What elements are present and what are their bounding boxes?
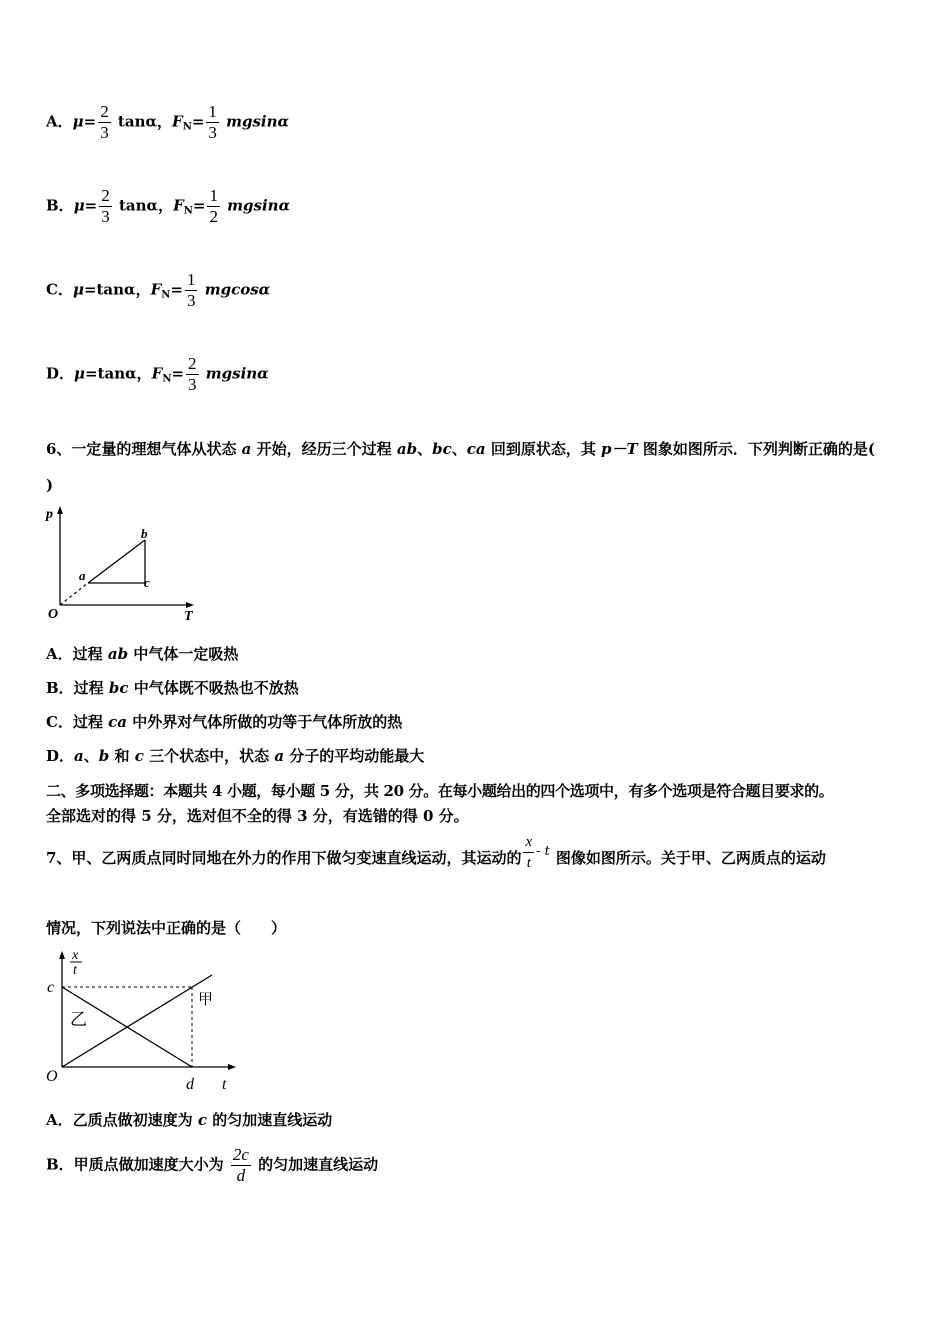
section2-rules: 全部选对的得 5 分，选对但不全的得 3 分，有选错的得 0 分。 xyxy=(46,807,469,825)
fraction: $\frac{1}{3}$ xyxy=(186,270,196,310)
q6-option-c: C．过程 ca 中外界对气体所做的功等于气体所放的热 xyxy=(46,713,403,731)
q6-stem-close: ) xyxy=(46,476,54,494)
q6-option-d: D．a、b 和 c 三个状态中，状态 a 分子的平均动能最大 xyxy=(46,747,425,765)
y-label-den: t xyxy=(73,963,77,978)
xt-t-graph xyxy=(40,945,250,1095)
d-label: d xyxy=(186,1076,194,1093)
c-label: c xyxy=(47,979,55,996)
fraction: $\frac{1}{3}$ xyxy=(208,102,217,142)
q7-option-b: B．甲质点做加速度大小为 $\frac{2c}{d}$ 的匀加速直线运动 xyxy=(46,1145,379,1185)
q5-option-a: A．μ= $\frac{2}{3}$ tanα，$F_N=$ $\frac{1}{3}$ mgsinα xyxy=(46,102,290,142)
q6-option-a: A．过程 ab 中气体一定吸热 xyxy=(46,645,239,663)
q5-option-d: D．μ=tanα，$F_N=$ $\frac{2}{3}$ mgsinα xyxy=(46,354,269,394)
q6-option-b: B．过程 bc 中气体既不吸热也不放热 xyxy=(46,679,299,697)
q7-stem-cont: 情况，下列说法中正确的是（ ） xyxy=(46,919,287,937)
point-b-label: b xyxy=(141,526,148,541)
p-axis-arrow xyxy=(57,506,63,514)
process-ab xyxy=(88,540,145,583)
y-axis-arrow xyxy=(59,951,65,959)
q7-option-a: A．乙质点做初速度为 c 的匀加速直线运动 xyxy=(46,1111,333,1129)
fraction: $\frac{2}{3}$ xyxy=(100,102,109,142)
pT-graph xyxy=(40,500,210,625)
point-a-label: a xyxy=(79,568,86,583)
fraction: $\frac{2}{3}$ xyxy=(101,186,110,226)
origin-label: O xyxy=(48,607,59,622)
t-label: t xyxy=(222,1076,227,1093)
y-label-num: x xyxy=(72,948,79,963)
fraction: $\frac{2}{3}$ xyxy=(188,354,197,394)
q5-option-b: B．μ= $\frac{2}{3}$ tanα，$F_N=$ $\frac{1}{2}$ mgsinα xyxy=(46,186,291,226)
q6-stem: 6、一定量的理想气体从状态 a 开始，经历三个过程 ab、bc、ca 回到原状态，其 p－T 图象如图所示．下列判断正确的是( xyxy=(46,440,876,458)
dashed-extension xyxy=(60,583,88,605)
T-axis-arrow xyxy=(186,602,194,608)
fraction: $\frac{1}{2}$ xyxy=(209,186,218,226)
p-label: p xyxy=(46,507,53,522)
jia-label: 甲 xyxy=(198,992,214,1008)
section2-heading: 二、多项选择题：本题共 4 小题，每小题 5 分，共 20 分。在每小题给出的四个选项中，有多个选项是符合题目要求的。 xyxy=(46,782,834,800)
point-c-label: c xyxy=(144,575,150,590)
x-over-t-fraction: $\frac{x}{t}$ xyxy=(525,834,533,871)
t-axis-arrow xyxy=(228,1064,236,1070)
yi-label: 乙 xyxy=(70,1010,87,1029)
origin-label: O xyxy=(46,1068,58,1085)
fraction: $\frac{2c}{d}$ xyxy=(232,1145,249,1185)
T-label: T xyxy=(184,609,193,624)
q5-option-c: C．μ=tanα，$F_N=$ $\frac{1}{3}$ mgcosα xyxy=(46,270,271,310)
q7-stem: 7、甲、乙两质点同时同地在外力的作用下做匀变速直线运动，其运动的 $\frac{x}{t}$ - t 图像如图所示。关于甲、乙两质点的运动 xyxy=(46,834,826,871)
